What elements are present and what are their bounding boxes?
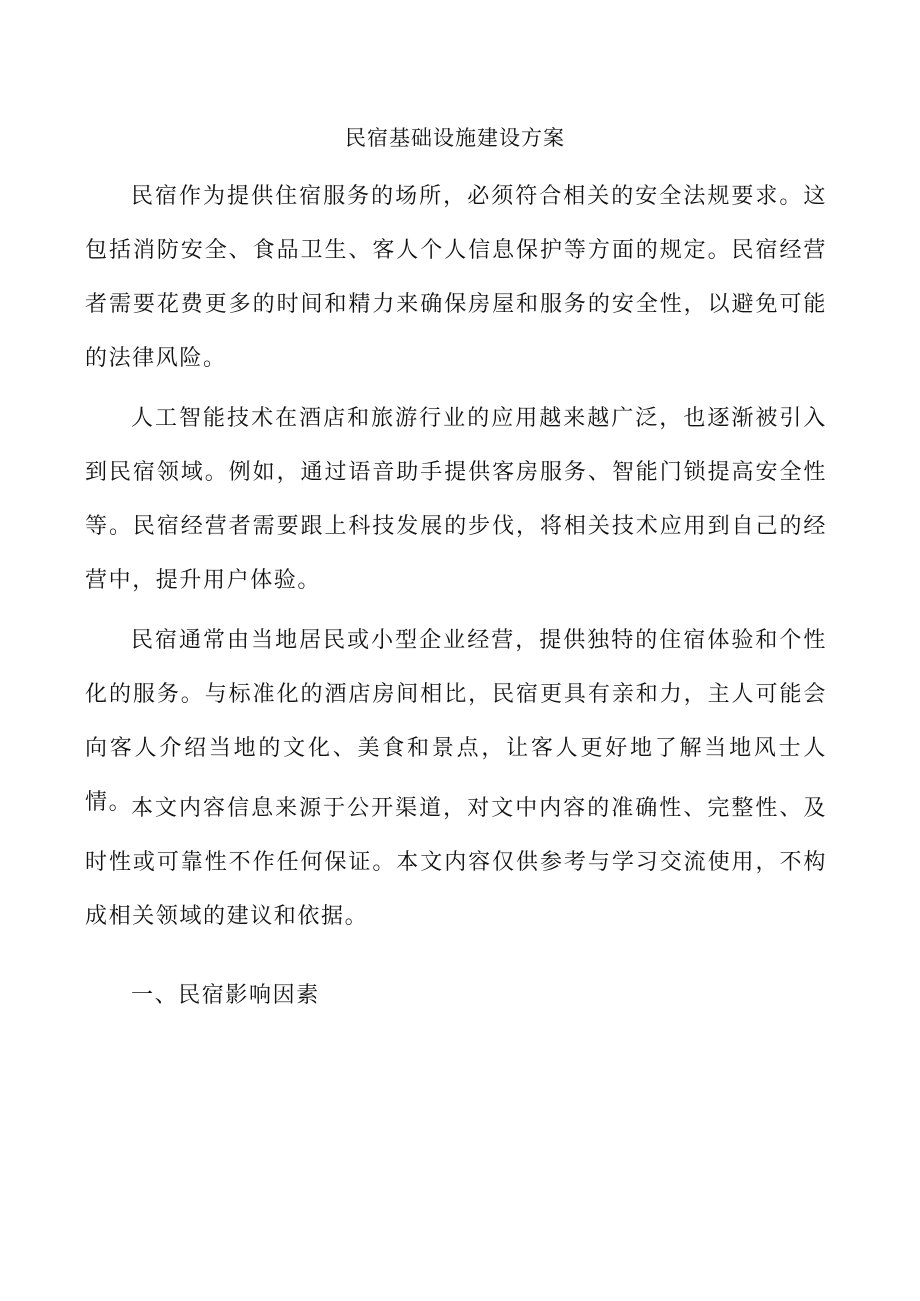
paragraph-disclaimer: 本文内容信息来源于公开渠道，对文中内容的准确性、完整性、及时性或可靠性不作任何保证。本文内容仅供参考与学习交流使用，不构成相关领域的建议和依据。 (85, 796, 827, 929)
paragraph-local-operation: 民宿通常由当地居民或小型企业经营，提供独特的住宿体验和个性化的服务。与标准化的酒店房间相比，民宿更具有亲和力，主人可能会向客人介绍当地的文化、美食和景点，让客人更好地了解当地风士人情。 (85, 628, 827, 815)
section-heading: 一、民宿影响因素 (131, 983, 320, 1008)
document-title: 民宿基础设施建设方案 (345, 126, 565, 150)
paragraph-ai-technology: 人工智能技术在酒店和旅游行业的应用越来越广泛，也逐渐被引入到民宿领域。例如，通过语音助手提供客房服务、智能门锁提高安全性等。民宿经营者需要跟上科技发展的步伐，将相关技术应用到自己的经营中，提升用户体验。 (85, 406, 827, 593)
paragraph-safety-regulations: 民宿作为提供住宿服务的场所，必须符合相关的安全法规要求。这包括消防安全、食品卫生、客人个人信息保护等方面的规定。民宿经营者需要花费更多的时间和精力来确保房屋和服务的安全性，以避免可能的法律风险。 (85, 184, 827, 371)
